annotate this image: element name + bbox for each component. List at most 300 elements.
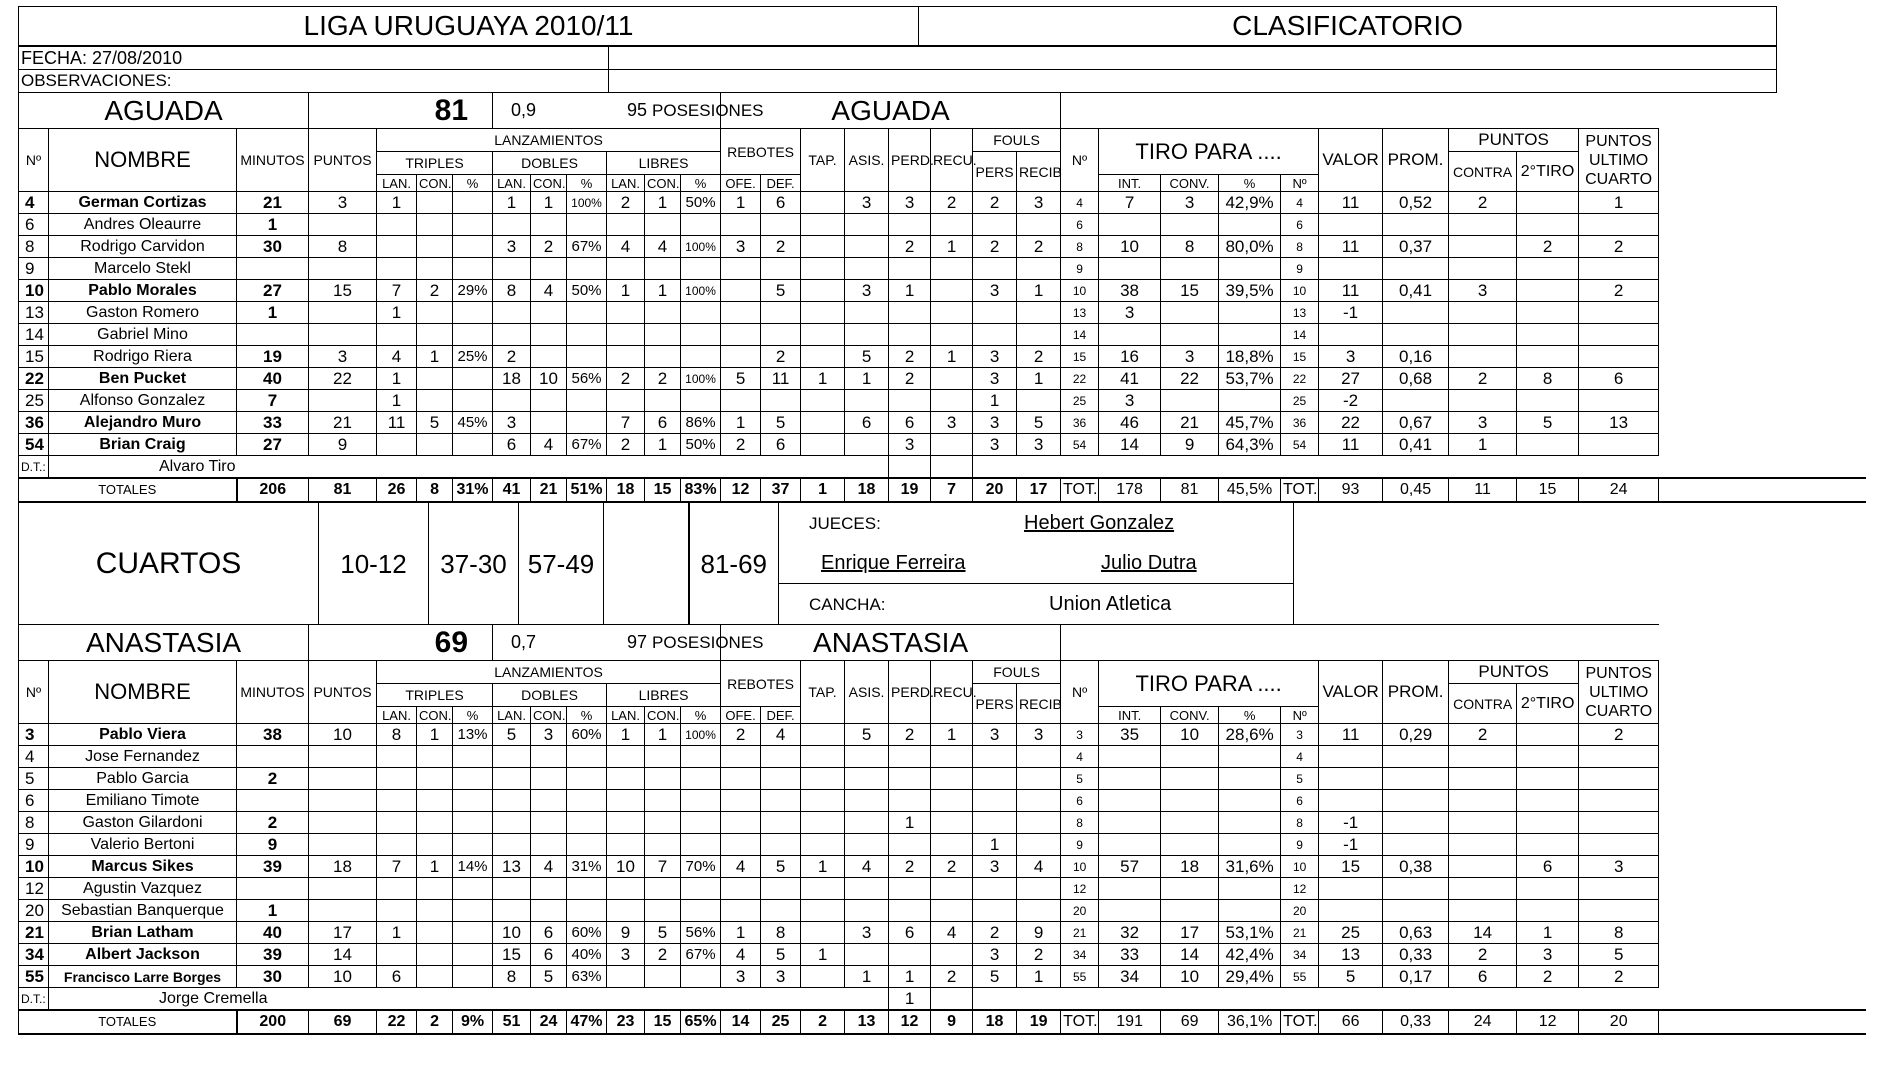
player-row (19, 746, 1867, 768)
stat-pts: 3 (309, 346, 377, 368)
stat-no3: 20 (1281, 900, 1319, 922)
total-d-lan: 51 (493, 1010, 531, 1034)
stat-l-pct: 70% (681, 856, 721, 878)
stat-ult: 8 (1579, 922, 1659, 944)
player-number: 9 (19, 258, 49, 280)
stat-t-lan: 1 (377, 922, 417, 944)
stat-recu: 1 (931, 236, 973, 258)
stat-t-pct: 13% (453, 724, 493, 746)
col-d-lan: LAN. (493, 175, 531, 192)
player-number: 10 (19, 280, 49, 302)
stat-valor: -1 (1319, 834, 1383, 856)
stat-ult: 2 (1579, 236, 1659, 258)
stat-asis (845, 302, 889, 324)
stat-int: 38 (1099, 280, 1161, 302)
total-asis: 13 (845, 1010, 889, 1034)
total-def: 37 (761, 478, 801, 502)
col-shots: LANZAMIENTOS (377, 129, 721, 152)
stat-contra: 2 (1449, 368, 1517, 390)
col-ofe: OFE. (721, 707, 761, 724)
col-t-pct: % (453, 175, 493, 192)
stat-valor: 11 (1319, 434, 1383, 456)
stat-l-pct: 67% (681, 944, 721, 966)
player-row (19, 346, 1867, 368)
stats-sheet (18, 6, 1866, 1035)
stat-pts: 8 (309, 236, 377, 258)
stat-t-pct (453, 966, 493, 988)
stat-d-lan: 13 (493, 856, 531, 878)
stat-pct: 53,1% (1219, 922, 1281, 944)
league-title: LIGA URUGUAYA 2010/11 (19, 7, 919, 46)
stat-d-lan: 8 (493, 966, 531, 988)
tot-label-2: TOT. (1281, 478, 1319, 502)
stat-conv (1161, 214, 1219, 236)
stat-min (237, 258, 309, 280)
stat-t-lan (377, 324, 417, 346)
coach-pers: 1 (889, 988, 931, 1011)
stat-l-pct (681, 324, 721, 346)
stat-pct: 31,6% (1219, 856, 1281, 878)
stat-int (1099, 768, 1161, 790)
col-l-pct: % (681, 175, 721, 192)
stat-pct: 42,4% (1219, 944, 1281, 966)
stat-def: 5 (761, 412, 801, 434)
stat-ult: 13 (1579, 412, 1659, 434)
stat-ofe (721, 280, 761, 302)
stat-d-pct: 67% (567, 236, 607, 258)
stat-asis (845, 746, 889, 768)
total-d-pct: 47% (567, 1010, 607, 1034)
team-name-right: ANASTASIA (721, 625, 1061, 661)
stat-ofe: 4 (721, 944, 761, 966)
stat-t-lan (377, 790, 417, 812)
stat-ofe (721, 768, 761, 790)
stat-pers: 3 (973, 280, 1017, 302)
stat-no2: 8 (1061, 236, 1099, 258)
col-free: LIBRES (607, 152, 721, 175)
player-row (19, 236, 1867, 258)
stat-t-pct (453, 390, 493, 412)
stat-pers: 2 (973, 922, 1017, 944)
stat-l-lan: 10 (607, 856, 645, 878)
stat-pers: 3 (973, 434, 1017, 456)
col-no-2: Nº (1061, 661, 1099, 724)
stat-pts (309, 302, 377, 324)
stat-pers: 2 (973, 236, 1017, 258)
player-number: 34 (19, 944, 49, 966)
stat-conv: 3 (1161, 346, 1219, 368)
stat-d-pct (567, 834, 607, 856)
stat-int: 7 (1099, 192, 1161, 214)
player-number: 9 (19, 834, 49, 856)
stat-def (761, 768, 801, 790)
stat-recib: 1 (1017, 368, 1061, 390)
stat-l-pct (681, 878, 721, 900)
stat-l-pct (681, 834, 721, 856)
col-recu: RECU. (931, 129, 973, 192)
player-row (19, 368, 1867, 390)
stat-contra (1449, 258, 1517, 280)
stat-pers: 3 (973, 944, 1017, 966)
player-number: 15 (19, 346, 49, 368)
stat-no3: 4 (1281, 192, 1319, 214)
stat-ult (1579, 434, 1659, 456)
coach-label: D.T.: (19, 988, 49, 1011)
stat-asis (845, 944, 889, 966)
total-l-pct: 83% (681, 478, 721, 502)
stat-t-lan (377, 434, 417, 456)
stat-contra: 3 (1449, 412, 1517, 434)
stat-pct (1219, 790, 1281, 812)
col-asis: ASIS. (845, 129, 889, 192)
stat-l-con (645, 746, 681, 768)
stat-valor: 13 (1319, 944, 1383, 966)
stat-seg (1517, 768, 1579, 790)
quarters-table (18, 502, 1867, 625)
col-triples: TRIPLES (377, 152, 493, 175)
player-row (19, 324, 1867, 346)
stat-pct (1219, 900, 1281, 922)
stat-no2: 13 (1061, 302, 1099, 324)
stat-l-pct: 50% (681, 192, 721, 214)
stat-d-con: 6 (531, 922, 567, 944)
stat-no3: 55 (1281, 966, 1319, 988)
stat-d-lan: 18 (493, 368, 531, 390)
stat-ult (1579, 834, 1659, 856)
stat-d-lan (493, 214, 531, 236)
stat-prom (1383, 834, 1449, 856)
stat-d-pct (567, 214, 607, 236)
stat-asis (845, 834, 889, 856)
stat-no2: 54 (1061, 434, 1099, 456)
stat-ult: 3 (1579, 856, 1659, 878)
stat-ult: 2 (1579, 280, 1659, 302)
player-number: 6 (19, 790, 49, 812)
stat-min: 7 (237, 390, 309, 412)
stat-perd: 1 (889, 280, 931, 302)
stat-pers: 2 (973, 192, 1017, 214)
stat-t-lan (377, 878, 417, 900)
stat-d-con (531, 900, 567, 922)
stat-d-pct: 56% (567, 368, 607, 390)
stat-int (1099, 900, 1161, 922)
stat-l-con (645, 966, 681, 988)
player-name: Marcelo Stekl (49, 258, 237, 280)
stat-asis: 6 (845, 412, 889, 434)
stat-int (1099, 324, 1161, 346)
player-name: Gabriel Mino (49, 324, 237, 346)
stat-no3: 21 (1281, 922, 1319, 944)
total-prom: 0,45 (1383, 478, 1449, 502)
stat-recib (1017, 214, 1061, 236)
stat-l-lan: 7 (607, 412, 645, 434)
total-prom: 0,33 (1383, 1010, 1449, 1034)
judge-2: Enrique Ferreira (821, 552, 966, 574)
stat-prom: 0,16 (1383, 346, 1449, 368)
stat-valor: 25 (1319, 922, 1383, 944)
stat-int (1099, 834, 1161, 856)
stat-recu (931, 768, 973, 790)
stat-no2: 15 (1061, 346, 1099, 368)
stat-t-con (417, 812, 453, 834)
col-int: INT. (1099, 707, 1161, 724)
stat-prom: 0,52 (1383, 192, 1449, 214)
player-number: 54 (19, 434, 49, 456)
col-doubles: DOBLES (493, 684, 607, 707)
stat-recib (1017, 746, 1061, 768)
total-t-pct: 31% (453, 478, 493, 502)
stat-t-pct (453, 236, 493, 258)
col-shots: LANZAMIENTOS (377, 661, 721, 684)
stat-min: 2 (237, 768, 309, 790)
stat-recib: 2 (1017, 944, 1061, 966)
col-tap: TAP. (801, 661, 845, 724)
coach-pers (889, 456, 931, 479)
stat-valor (1319, 768, 1383, 790)
stat-asis (845, 434, 889, 456)
stat-int: 34 (1099, 966, 1161, 988)
total-t-con: 2 (417, 1010, 453, 1034)
stat-min: 30 (237, 236, 309, 258)
col-name: NOMBRE (49, 661, 237, 724)
stat-recib (1017, 768, 1061, 790)
stat-valor (1319, 214, 1383, 236)
stat-d-pct (567, 412, 607, 434)
stat-no3: 9 (1281, 834, 1319, 856)
stat-l-con: 4 (645, 236, 681, 258)
stat-t-lan: 4 (377, 346, 417, 368)
player-number: 22 (19, 368, 49, 390)
stat-min: 39 (237, 856, 309, 878)
total-recu: 7 (931, 478, 973, 502)
player-row (19, 922, 1867, 944)
stat-int (1099, 812, 1161, 834)
stat-def: 6 (761, 434, 801, 456)
stat-t-lan: 7 (377, 280, 417, 302)
total-ult: 20 (1579, 1010, 1659, 1034)
col-no-3: Nº (1281, 175, 1319, 192)
player-number: 12 (19, 878, 49, 900)
stat-seg (1517, 790, 1579, 812)
total-tap: 1 (801, 478, 845, 502)
player-name: Pablo Viera (49, 724, 237, 746)
player-name: Albert Jackson (49, 944, 237, 966)
stat-perd: 6 (889, 412, 931, 434)
stat-int: 46 (1099, 412, 1161, 434)
stat-l-lan: 3 (607, 944, 645, 966)
stat-no2: 4 (1061, 746, 1099, 768)
stat-seg (1517, 434, 1579, 456)
player-name: German Cortizas (49, 192, 237, 214)
phase-title: CLASIFICATORIO (919, 7, 1777, 46)
col-d-lan: LAN. (493, 707, 531, 724)
stat-valor (1319, 746, 1383, 768)
stat-valor: 5 (1319, 966, 1383, 988)
stat-prom (1383, 812, 1449, 834)
stat-asis: 4 (845, 856, 889, 878)
stat-l-lan: 2 (607, 434, 645, 456)
col-prom: PROM. (1383, 129, 1449, 192)
stat-ofe (721, 900, 761, 922)
player-name: Alfonso Gonzalez (49, 390, 237, 412)
total-l-con: 15 (645, 1010, 681, 1034)
stat-pct (1219, 746, 1281, 768)
stat-def: 8 (761, 922, 801, 944)
stat-asis: 5 (845, 346, 889, 368)
observations-field (609, 70, 1777, 93)
stat-valor (1319, 900, 1383, 922)
stat-perd (889, 324, 931, 346)
stat-perd (889, 390, 931, 412)
stat-tap (801, 236, 845, 258)
stat-def: 5 (761, 944, 801, 966)
stat-no3: 10 (1281, 280, 1319, 302)
col-no: Nº (19, 129, 49, 192)
court-label: CANCHA: (809, 594, 886, 614)
stat-pers (973, 878, 1017, 900)
coach-name: Jorge Cremella (49, 988, 377, 1011)
stat-tap (801, 900, 845, 922)
stat-no2: 9 (1061, 258, 1099, 280)
stat-no3: 36 (1281, 412, 1319, 434)
stat-d-con (531, 302, 567, 324)
stat-conv: 15 (1161, 280, 1219, 302)
stat-l-con (645, 214, 681, 236)
stat-tap (801, 434, 845, 456)
col-ultimo-cuarto: PUNTOS ULTIMO CUARTO (1579, 129, 1659, 192)
col-l-pct: % (681, 707, 721, 724)
stat-tap (801, 790, 845, 812)
total-d-con: 24 (531, 1010, 567, 1034)
stat-t-pct (453, 192, 493, 214)
stat-conv (1161, 746, 1219, 768)
total-perd: 19 (889, 478, 931, 502)
stat-asis: 3 (845, 280, 889, 302)
stat-seg: 2 (1517, 236, 1579, 258)
quarter-score-3: 57-49 (519, 503, 604, 625)
stat-l-lan: 1 (607, 280, 645, 302)
player-row (19, 302, 1867, 324)
stat-t-con (417, 834, 453, 856)
stat-pers (973, 258, 1017, 280)
stat-ofe: 1 (721, 192, 761, 214)
team-ratio: 0,7 (511, 632, 537, 652)
player-row (19, 790, 1867, 812)
stat-l-pct: 86% (681, 412, 721, 434)
stat-no3: 3 (1281, 724, 1319, 746)
stat-d-lan (493, 746, 531, 768)
col-t-lan: LAN. (377, 707, 417, 724)
stat-l-pct (681, 966, 721, 988)
stat-d-lan (493, 768, 531, 790)
stat-t-lan: 1 (377, 368, 417, 390)
stat-d-lan (493, 790, 531, 812)
stat-t-pct: 25% (453, 346, 493, 368)
stat-seg (1517, 900, 1579, 922)
stat-t-lan (377, 834, 417, 856)
player-number: 8 (19, 236, 49, 258)
court-name: Union Atletica (1049, 592, 1172, 615)
total-valor: 66 (1319, 1010, 1383, 1034)
stat-recu (931, 368, 973, 390)
stat-prom: 0,38 (1383, 856, 1449, 878)
total-valor: 93 (1319, 478, 1383, 502)
stat-prom (1383, 390, 1449, 412)
stat-recib (1017, 324, 1061, 346)
stat-d-con (531, 258, 567, 280)
stat-tap (801, 192, 845, 214)
stat-t-con (417, 434, 453, 456)
player-number: 13 (19, 302, 49, 324)
stat-recib: 5 (1017, 412, 1061, 434)
stat-no2: 9 (1061, 834, 1099, 856)
stat-no3: 10 (1281, 856, 1319, 878)
total-pers: 18 (973, 1010, 1017, 1034)
stat-t-con (417, 900, 453, 922)
stat-tap (801, 724, 845, 746)
stat-l-con: 6 (645, 412, 681, 434)
stat-def (761, 746, 801, 768)
col-shot-for: TIRO PARA .... (1099, 661, 1319, 707)
stat-pct: 45,7% (1219, 412, 1281, 434)
stat-t-con (417, 258, 453, 280)
stat-l-con (645, 258, 681, 280)
stat-min (237, 324, 309, 346)
stat-t-lan: 1 (377, 302, 417, 324)
stat-min (237, 790, 309, 812)
player-row (19, 900, 1867, 922)
stat-no2: 6 (1061, 214, 1099, 236)
stat-min: 39 (237, 944, 309, 966)
stat-pts: 9 (309, 434, 377, 456)
stat-pct: 42,9% (1219, 192, 1281, 214)
stat-min: 1 (237, 302, 309, 324)
stat-recib (1017, 900, 1061, 922)
total-conv: 81 (1161, 478, 1219, 502)
team-score: 69 (309, 625, 493, 661)
stat-min: 9 (237, 834, 309, 856)
stat-l-lan: 4 (607, 236, 645, 258)
stat-tap (801, 346, 845, 368)
stat-seg: 2 (1517, 966, 1579, 988)
player-row (19, 434, 1867, 456)
stat-pts (309, 390, 377, 412)
stat-t-con: 1 (417, 856, 453, 878)
stat-def (761, 900, 801, 922)
col-name: NOMBRE (49, 129, 237, 192)
player-name: Rodrigo Riera (49, 346, 237, 368)
stat-def: 5 (761, 280, 801, 302)
stat-l-lan (607, 346, 645, 368)
col-d-pct: % (567, 175, 607, 192)
player-name: Gaston Romero (49, 302, 237, 324)
stat-int (1099, 878, 1161, 900)
stat-pts (309, 324, 377, 346)
stat-d-pct (567, 768, 607, 790)
stat-recib: 3 (1017, 434, 1061, 456)
stat-int (1099, 746, 1161, 768)
stat-perd (889, 900, 931, 922)
stat-l-lan (607, 878, 645, 900)
stat-pct (1219, 302, 1281, 324)
stat-d-pct (567, 790, 607, 812)
stat-t-pct (453, 790, 493, 812)
stat-perd (889, 302, 931, 324)
stat-d-lan: 3 (493, 412, 531, 434)
stat-perd: 3 (889, 434, 931, 456)
stat-d-pct (567, 746, 607, 768)
stat-d-con: 2 (531, 236, 567, 258)
